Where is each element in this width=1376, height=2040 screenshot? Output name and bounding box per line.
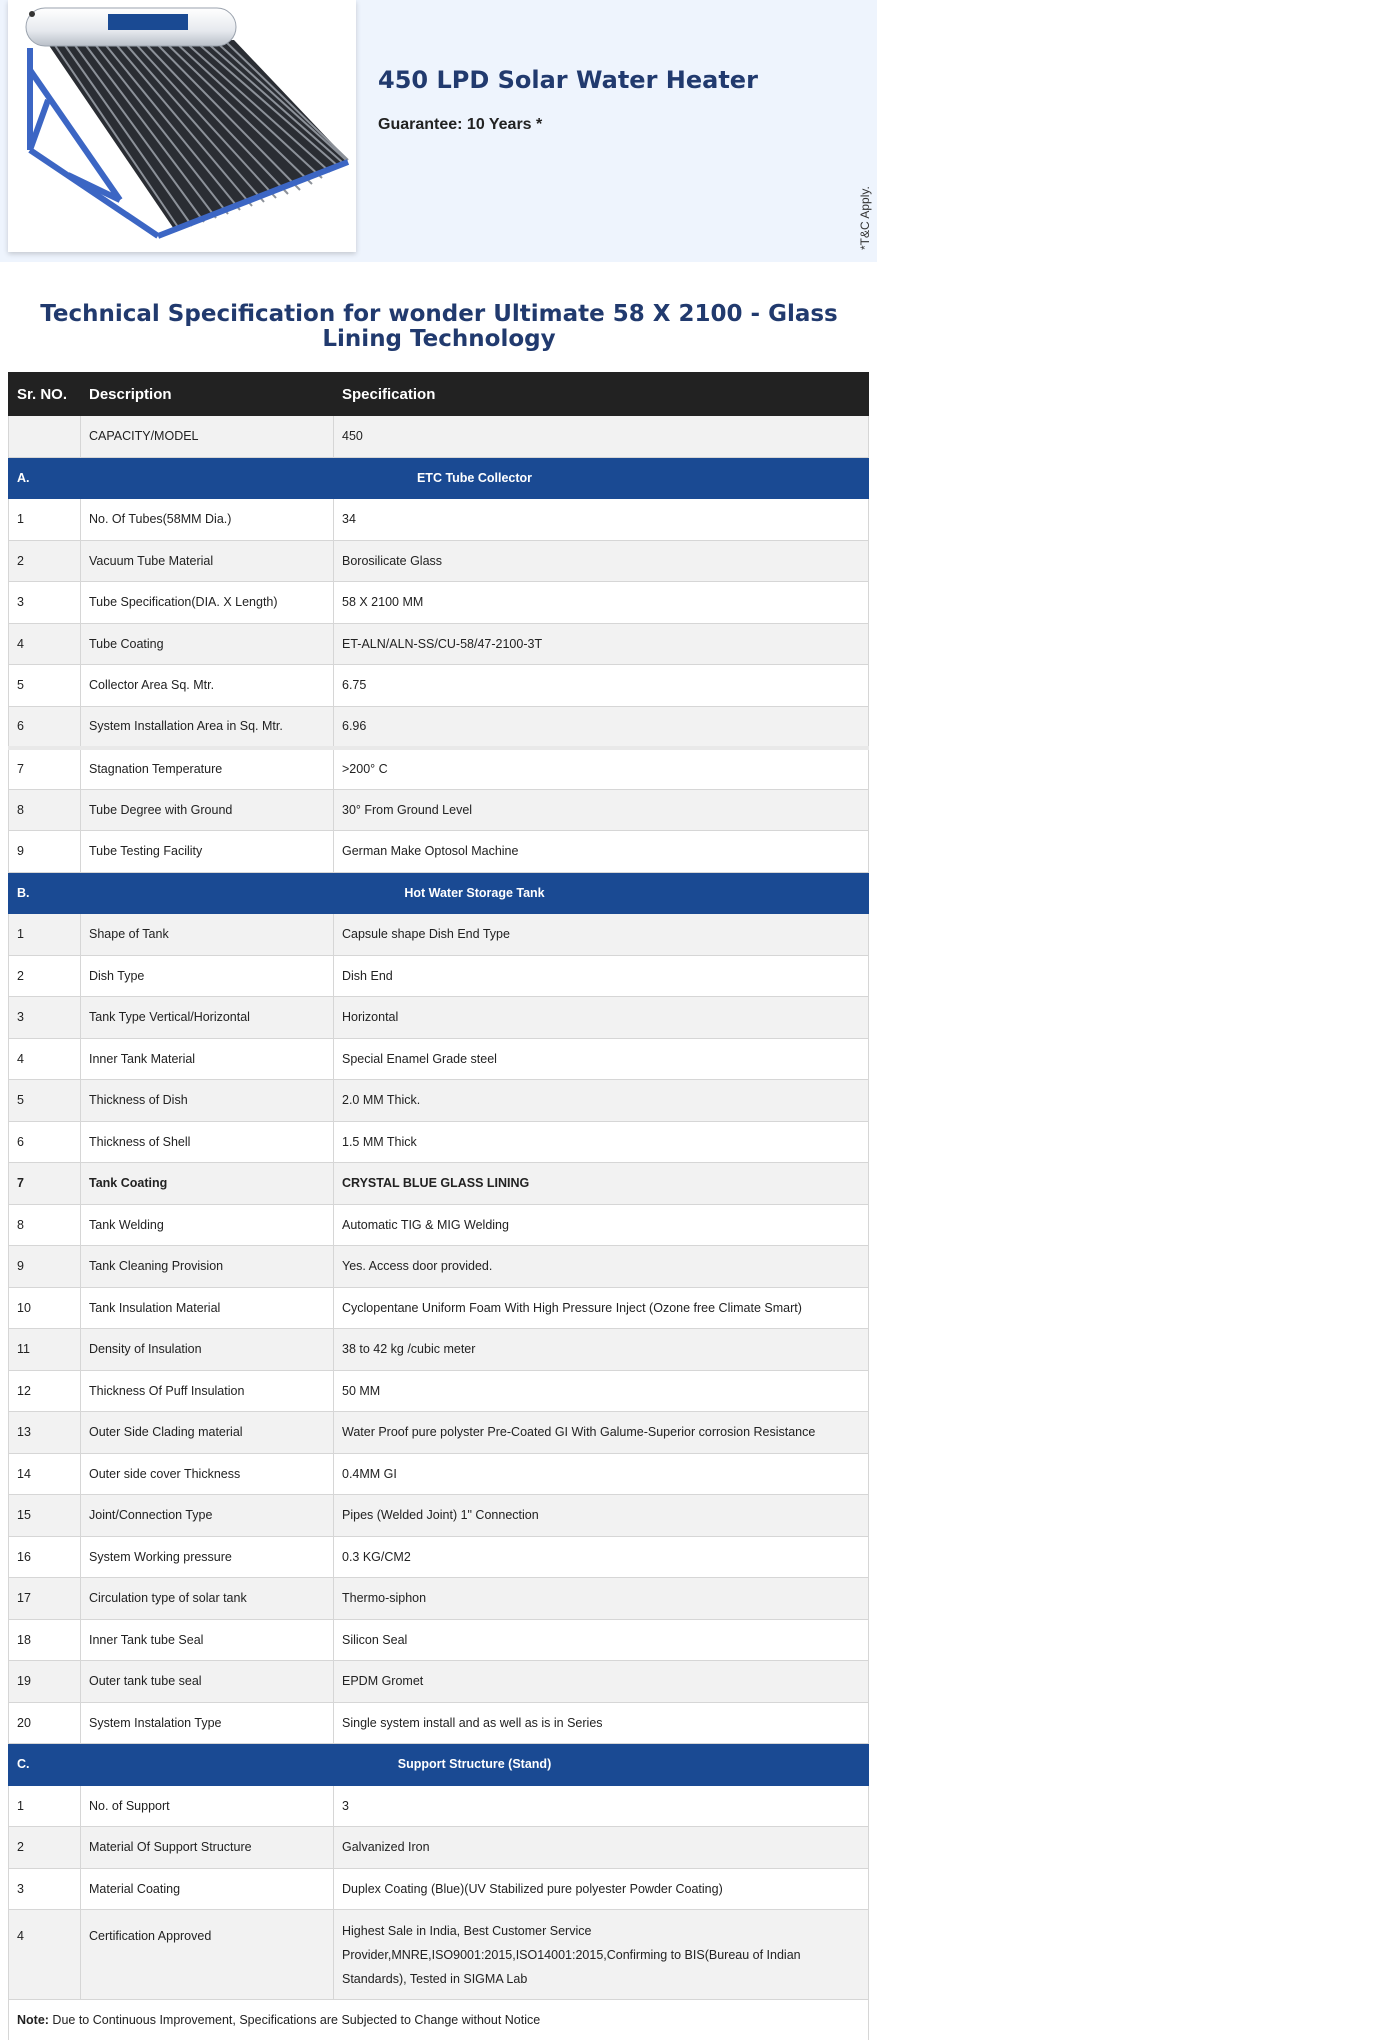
cell-spec: 58 X 2100 MM bbox=[334, 582, 869, 624]
table-row bbox=[9, 1412, 869, 1454]
cell-desc: Stagnation Temperature bbox=[81, 748, 334, 790]
cell-desc: No. of Support bbox=[81, 1785, 334, 1827]
section-title: Hot Water Storage Tank bbox=[81, 872, 869, 914]
cell-spec: Galvanized Iron bbox=[334, 1827, 869, 1869]
product-hero bbox=[0, 0, 877, 262]
table-row bbox=[9, 499, 869, 541]
cell-sr: 1 bbox=[9, 499, 81, 541]
cell-spec: Thermo-siphon bbox=[334, 1578, 869, 1620]
spec-title: Technical Specification for wonder Ultimate 58 X 2100 - Glass Lining Technology bbox=[40, 301, 838, 352]
note-cell bbox=[9, 2000, 869, 2040]
table-row bbox=[9, 540, 869, 582]
cell-sr: 8 bbox=[9, 1204, 81, 1246]
vacuum-tubes bbox=[48, 40, 348, 232]
cell-sr: 4 bbox=[9, 1910, 81, 2000]
table-row bbox=[9, 1163, 869, 1205]
section-a-header bbox=[9, 457, 869, 499]
cell-spec: 3 bbox=[334, 1785, 869, 1827]
cell-sr: 2 bbox=[9, 955, 81, 997]
note-row bbox=[9, 2000, 869, 2040]
cell-spec: Dish End bbox=[334, 955, 869, 997]
cell-desc: Circulation type of solar tank bbox=[81, 1578, 334, 1620]
cell-desc: Thickness of Shell bbox=[81, 1121, 334, 1163]
cell-sr: 18 bbox=[9, 1619, 81, 1661]
header-description: Description bbox=[81, 373, 334, 416]
cell-desc: Outer tank tube seal bbox=[81, 1661, 334, 1703]
cell-desc: Thickness Of Puff Insulation bbox=[81, 1370, 334, 1412]
table-row bbox=[9, 1287, 869, 1329]
note-text: Due to Continuous Improvement, Specifications are Subjected to Change without Notice bbox=[48, 2013, 541, 2027]
cell-desc: Shape of Tank bbox=[81, 914, 334, 956]
cell-spec: Capsule shape Dish End Type bbox=[334, 914, 869, 956]
cell-desc: Tank Type Vertical/Horizontal bbox=[81, 997, 334, 1039]
cell-desc: System Working pressure bbox=[81, 1536, 334, 1578]
table-row bbox=[9, 1536, 869, 1578]
cell-spec: 0.3 KG/CM2 bbox=[334, 1536, 869, 1578]
table-row bbox=[9, 1329, 869, 1371]
cell-spec: 30° From Ground Level bbox=[334, 789, 869, 831]
table-row bbox=[9, 1868, 869, 1910]
cell-sr: 20 bbox=[9, 1702, 81, 1744]
guarantee-text: Guarantee: 10 Years * bbox=[378, 116, 543, 133]
cell-desc: Outer Side Clading material bbox=[81, 1412, 334, 1454]
cell-desc: Inner Tank tube Seal bbox=[81, 1619, 334, 1661]
cell-sr: 12 bbox=[9, 1370, 81, 1412]
cell-sr: 9 bbox=[9, 831, 81, 873]
cell-spec: Yes. Access door provided. bbox=[334, 1246, 869, 1288]
cell-sr: 7 bbox=[9, 1163, 81, 1205]
cell-sr: 5 bbox=[9, 1080, 81, 1122]
cell-desc: CAPACITY/MODEL bbox=[81, 416, 334, 458]
table-row bbox=[9, 1785, 869, 1827]
table-row bbox=[9, 831, 869, 873]
note-label: Note: bbox=[17, 2013, 49, 2027]
table-row bbox=[9, 1080, 869, 1122]
table-row bbox=[9, 1495, 869, 1537]
section-c-header bbox=[9, 1744, 869, 1786]
cell-desc: Tube Testing Facility bbox=[81, 831, 334, 873]
cell-sr: 1 bbox=[9, 914, 81, 956]
cell-spec: Duplex Coating (Blue)(UV Stabilized pure polyester Powder Coating) bbox=[334, 1868, 869, 1910]
cell-desc: Density of Insulation bbox=[81, 1329, 334, 1371]
header-sr: Sr. NO. bbox=[9, 373, 81, 416]
cell-spec: Silicon Seal bbox=[334, 1619, 869, 1661]
cell-desc: No. Of Tubes(58MM Dia.) bbox=[81, 499, 334, 541]
cell-desc: Dish Type bbox=[81, 955, 334, 997]
cell-desc: Inner Tank Material bbox=[81, 1038, 334, 1080]
section-b-header bbox=[9, 872, 869, 914]
cell-desc: Tube Specification(DIA. X Length) bbox=[81, 582, 334, 624]
section-title: Support Structure (Stand) bbox=[81, 1744, 869, 1786]
table-row bbox=[9, 955, 869, 997]
product-title: 450 LPD Solar Water Heater bbox=[378, 66, 758, 94]
table-row bbox=[9, 1204, 869, 1246]
cell-desc: Certification Approved bbox=[81, 1910, 334, 2000]
section-code: C. bbox=[9, 1744, 81, 1786]
cell-sr: 16 bbox=[9, 1536, 81, 1578]
cell-sr: 17 bbox=[9, 1578, 81, 1620]
cell-desc: Tube Degree with Ground bbox=[81, 789, 334, 831]
cell-sr: 5 bbox=[9, 665, 81, 707]
table-row bbox=[9, 748, 869, 790]
cell-spec: German Make Optosol Machine bbox=[334, 831, 869, 873]
table-header-row bbox=[9, 373, 869, 416]
capacity-row bbox=[9, 416, 869, 458]
cell-spec: Special Enamel Grade steel bbox=[334, 1038, 869, 1080]
product-image bbox=[8, 0, 356, 252]
cell-spec: 34 bbox=[334, 499, 869, 541]
cell-desc: Material Of Support Structure bbox=[81, 1827, 334, 1869]
cell-sr: 15 bbox=[9, 1495, 81, 1537]
table-row bbox=[9, 1038, 869, 1080]
table-row bbox=[9, 582, 869, 624]
cell-spec: 38 to 42 kg /cubic meter bbox=[334, 1329, 869, 1371]
cell-sr: 6 bbox=[9, 1121, 81, 1163]
cell-spec: 50 MM bbox=[334, 1370, 869, 1412]
cell-spec: Cyclopentane Uniform Foam With High Pressure Inject (Ozone free Climate Smart) bbox=[334, 1287, 869, 1329]
cell-sr bbox=[9, 416, 81, 458]
table-row bbox=[9, 789, 869, 831]
water-tank bbox=[26, 8, 236, 46]
cell-desc: Material Coating bbox=[81, 1868, 334, 1910]
table-row bbox=[9, 665, 869, 707]
cell-desc: Joint/Connection Type bbox=[81, 1495, 334, 1537]
cell-sr: 4 bbox=[9, 623, 81, 665]
table-row bbox=[9, 997, 869, 1039]
cell-spec: 450 bbox=[334, 416, 869, 458]
cell-sr: 19 bbox=[9, 1661, 81, 1703]
table-row bbox=[9, 1702, 869, 1744]
cell-sr: 11 bbox=[9, 1329, 81, 1371]
cell-spec: 6.96 bbox=[334, 706, 869, 748]
cell-desc: Thickness of Dish bbox=[81, 1080, 334, 1122]
cell-sr: 8 bbox=[9, 789, 81, 831]
table-row bbox=[9, 623, 869, 665]
cell-desc: Outer side cover Thickness bbox=[81, 1453, 334, 1495]
cell-sr: 3 bbox=[9, 997, 81, 1039]
cell-spec: 1.5 MM Thick bbox=[334, 1121, 869, 1163]
cell-spec: Horizontal bbox=[334, 997, 869, 1039]
section-code: B. bbox=[9, 872, 81, 914]
header-specification: Specification bbox=[334, 373, 869, 416]
cell-desc: Tank Insulation Material bbox=[81, 1287, 334, 1329]
cell-desc: Tank Coating bbox=[81, 1163, 334, 1205]
cell-sr: 4 bbox=[9, 1038, 81, 1080]
cell-sr: 10 bbox=[9, 1287, 81, 1329]
cell-sr: 9 bbox=[9, 1246, 81, 1288]
cell-spec: Automatic TIG & MIG Welding bbox=[334, 1204, 869, 1246]
cell-sr: 2 bbox=[9, 540, 81, 582]
table-row bbox=[9, 1246, 869, 1288]
table-row bbox=[9, 1370, 869, 1412]
cell-spec: EPDM Gromet bbox=[334, 1661, 869, 1703]
table-row bbox=[9, 706, 869, 748]
cell-sr: 13 bbox=[9, 1412, 81, 1454]
cell-desc: Collector Area Sq. Mtr. bbox=[81, 665, 334, 707]
tc-note: *T&C Apply. bbox=[858, 186, 872, 250]
cell-spec: Pipes (Welded Joint) 1" Connection bbox=[334, 1495, 869, 1537]
cell-spec: Borosilicate Glass bbox=[334, 540, 869, 582]
table-row bbox=[9, 1910, 869, 2000]
cell-spec: ET-ALN/ALN-SS/CU-58/47-2100-3T bbox=[334, 623, 869, 665]
cell-spec: CRYSTAL BLUE GLASS LINING bbox=[334, 1163, 869, 1205]
cell-desc: Tube Coating bbox=[81, 623, 334, 665]
cell-spec: 6.75 bbox=[334, 665, 869, 707]
table-row bbox=[9, 1121, 869, 1163]
table-row bbox=[9, 914, 869, 956]
cell-spec: Single system install and as well as is in Series bbox=[334, 1702, 869, 1744]
cell-sr: 14 bbox=[9, 1453, 81, 1495]
cell-spec: Water Proof pure polyster Pre-Coated GI With Galume-Superior corrosion Resistance bbox=[334, 1412, 869, 1454]
cell-sr: 7 bbox=[9, 748, 81, 790]
table-row bbox=[9, 1619, 869, 1661]
cell-desc: System Instalation Type bbox=[81, 1702, 334, 1744]
table-row bbox=[9, 1827, 869, 1869]
cell-spec: 0.4MM GI bbox=[334, 1453, 869, 1495]
cell-spec: 2.0 MM Thick. bbox=[334, 1080, 869, 1122]
cell-sr: 1 bbox=[9, 1785, 81, 1827]
cell-sr: 6 bbox=[9, 706, 81, 748]
cell-desc: System Installation Area in Sq. Mtr. bbox=[81, 706, 334, 748]
cell-sr: 2 bbox=[9, 1827, 81, 1869]
cell-sr: 3 bbox=[9, 582, 81, 624]
table-row bbox=[9, 1578, 869, 1620]
solar-heater-illustration bbox=[8, 0, 356, 252]
table-row bbox=[9, 1661, 869, 1703]
cell-spec: >200° C bbox=[334, 748, 869, 790]
spec-table bbox=[8, 372, 869, 2040]
section-title: ETC Tube Collector bbox=[81, 457, 869, 499]
section-code: A. bbox=[9, 457, 81, 499]
cell-spec: Highest Sale in India, Best Customer Service Provider,MNRE,ISO9001:2015,ISO14001:2015,Confirming to BIS(Bureau of Indian Standards), Tested in SIGMA Lab bbox=[334, 1910, 869, 2000]
cell-sr: 3 bbox=[9, 1868, 81, 1910]
cell-desc: Vacuum Tube Material bbox=[81, 540, 334, 582]
cell-desc: Tank Welding bbox=[81, 1204, 334, 1246]
cell-desc: Tank Cleaning Provision bbox=[81, 1246, 334, 1288]
table-row bbox=[9, 1453, 869, 1495]
